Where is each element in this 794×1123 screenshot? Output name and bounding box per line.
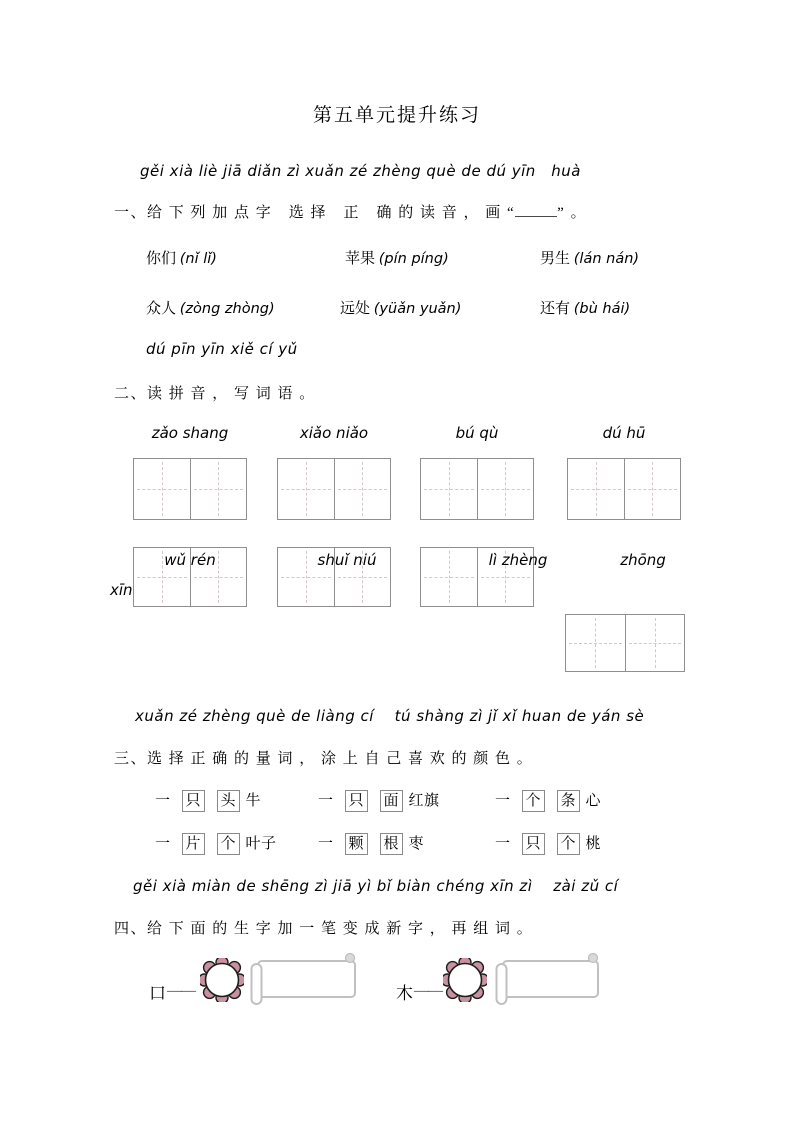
choice-options: (zòng zhòng) <box>179 301 275 317</box>
choice-word: 你们 <box>146 251 177 267</box>
choice-item <box>146 247 217 268</box>
choice-options: (nǐ lǐ) <box>179 251 217 267</box>
base-character: 口 <box>149 984 166 1003</box>
choice-word: 众人 <box>146 301 177 317</box>
grid-cell <box>566 615 625 671</box>
measure-word-item <box>318 789 440 812</box>
measure-option-box: 片 <box>182 833 205 855</box>
section1-heading-post: ” 。 <box>557 205 588 221</box>
answer-blank-line <box>515 202 557 217</box>
section1-heading <box>114 201 587 222</box>
measure-noun: 心 <box>585 793 602 809</box>
measure-num: 一 <box>155 793 171 809</box>
grid-pinyin-label: xiǎo niǎo <box>299 424 369 442</box>
grid-pinyin-label-wrapped: xīn <box>110 581 133 599</box>
choice-options: (yüǎn yuǎn) <box>373 301 462 317</box>
measure-noun: 枣 <box>408 836 425 852</box>
choice-word: 苹果 <box>345 251 376 267</box>
grid-pinyin-label: wǔ rén <box>164 551 216 569</box>
measure-noun: 牛 <box>245 793 262 809</box>
choice-item <box>345 247 449 268</box>
grid-cell <box>334 459 391 519</box>
grid-pinyin-label: bú qù <box>455 424 499 442</box>
choice-item <box>146 297 275 318</box>
grid-cell <box>568 459 624 519</box>
grid-cell <box>190 459 247 519</box>
dash-connector: —— <box>414 983 442 999</box>
measure-word-item <box>495 789 601 812</box>
choice-word: 还有 <box>540 301 571 317</box>
measure-num: 一 <box>155 836 171 852</box>
choice-options: (lán nán) <box>573 251 640 267</box>
choice-options: (bù hái) <box>573 301 631 317</box>
choice-options: (pín píng) <box>378 251 449 267</box>
section1-pinyin-caption: gěi xià liè jiā diǎn zì xuǎn zé zhèng què de dú yīn huà <box>140 162 582 180</box>
grid-pinyin-label: shuǐ niú <box>317 551 377 569</box>
grid-cell <box>624 459 681 519</box>
measure-option-box: 个 <box>217 833 240 855</box>
measure-option-box: 只 <box>522 833 545 855</box>
choice-word: 男生 <box>540 251 571 267</box>
measure-word-item <box>155 789 261 812</box>
measure-num: 一 <box>495 836 511 852</box>
measure-noun: 叶子 <box>245 836 277 852</box>
base-character: 木 <box>396 984 413 1003</box>
choice-item <box>540 297 630 318</box>
grid-pinyin-label: lì zhèng <box>488 551 548 569</box>
measure-option-box: 根 <box>380 833 403 855</box>
grid-cell <box>477 459 534 519</box>
dash-connector: —— <box>167 983 195 999</box>
measure-num: 一 <box>318 836 334 852</box>
flower-answer-shape <box>443 958 487 1002</box>
scroll-answer-shape <box>493 948 603 1008</box>
grid-cell <box>421 459 477 519</box>
measure-option-box: 只 <box>182 790 205 812</box>
section4-pinyin-caption: gěi xià miàn de shēng zì jiā yì bǐ biàn chéng xīn zì zài zǔ cí <box>133 877 619 895</box>
measure-option-box: 面 <box>380 790 403 812</box>
writing-grid <box>420 458 534 520</box>
scroll-answer-shape <box>248 948 360 1008</box>
measure-word-item <box>495 832 601 855</box>
measure-word-item <box>155 832 277 855</box>
section3-heading: 三、选 择 正 确 的 量 词 ， 涂 上 自 己 喜 欢 的 颜 色 。 <box>114 751 534 767</box>
choice-item <box>340 297 461 318</box>
section3-pinyin-caption: xuǎn zé zhèng què de liàng cí tú shàng zì jǐ xǐ huan de yán sè <box>135 707 645 725</box>
choice-item <box>540 247 639 268</box>
measure-option-box: 个 <box>522 790 545 812</box>
measure-noun: 红旗 <box>408 793 440 809</box>
grid-pinyin-label: dú hū <box>602 424 646 442</box>
writing-grid <box>565 614 685 672</box>
grid-pinyin-label: zǎo shang <box>151 424 229 442</box>
measure-option-box: 只 <box>345 790 368 812</box>
grid-cell <box>134 459 190 519</box>
writing-grid <box>567 458 681 520</box>
page-title: 第五单元提升练习 <box>312 105 481 126</box>
measure-noun: 桃 <box>585 836 602 852</box>
measure-option-box: 条 <box>557 790 580 812</box>
writing-grid <box>133 458 247 520</box>
section4-heading: 四、给 下 面 的 生 字 加 一 笔 变 成 新 字 ， 再 组 词 。 <box>114 921 534 937</box>
section2-heading: 二、读 拼 音 ， 写 词 语 。 <box>114 386 316 402</box>
measure-option-box: 个 <box>557 833 580 855</box>
measure-num: 一 <box>495 793 511 809</box>
measure-option-box: 头 <box>217 790 240 812</box>
measure-option-box: 颗 <box>345 833 368 855</box>
grid-pinyin-label: zhōng <box>620 551 666 569</box>
choice-word: 远处 <box>340 301 371 317</box>
section1-heading-pre: 一、给 下 列 加 点 字 选 择 正 确 的 读 音 ， 画 “ <box>114 205 516 221</box>
grid-cell <box>625 615 685 671</box>
grid-cell <box>278 459 334 519</box>
writing-grid <box>277 458 391 520</box>
flower-answer-shape <box>200 958 244 1002</box>
measure-num: 一 <box>318 793 334 809</box>
measure-word-item <box>318 832 424 855</box>
section2-pinyin-caption: dú pīn yīn xiě cí yǔ <box>146 340 298 358</box>
